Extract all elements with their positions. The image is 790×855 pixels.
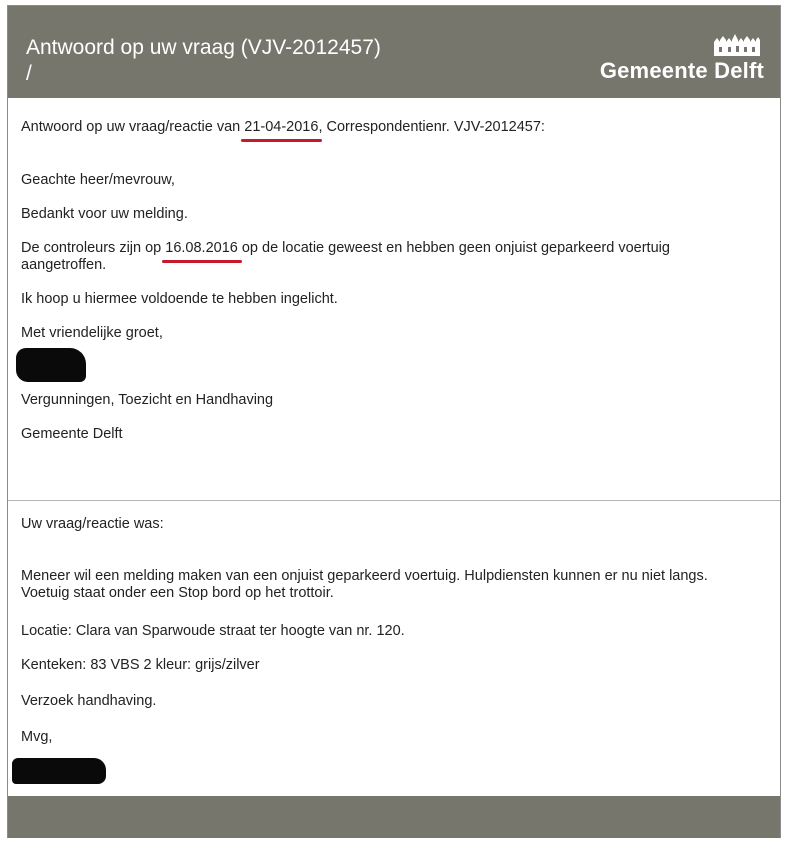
greeting: Geachte heer/mevrouw,: [21, 172, 175, 188]
plate-line: Kenteken: 83 VBS 2 kleur: grijs/zilver: [21, 657, 260, 673]
question-line-2: Voetuig staat onder een Stop bord op het trottoir.: [21, 585, 334, 601]
organisation-line: Gemeente Delft: [21, 426, 123, 442]
department-line: Vergunningen, Toezicht en Handhaving: [21, 392, 274, 408]
controllers-prefix: De controleurs zijn op: [21, 240, 166, 256]
question-line-1: Meneer wil een melding maken van een onjuist geparkeerd voertuig. Hulpdiensten kunnen er nu niet langs.: [21, 568, 708, 584]
controllers-suffix: op de locatie geweest en hebben geen onjuist geparkeerd voertuig: [237, 240, 670, 256]
email-title-continuation: /: [26, 62, 32, 85]
logo-text: Gemeente Delft: [599, 58, 764, 83]
email-title: Antwoord op uw vraag (VJV-2012457): [26, 36, 381, 59]
controllers-line: [21, 240, 670, 257]
email-message: [7, 5, 781, 838]
email-header: [8, 6, 780, 98]
gemeente-delft-logo: [599, 32, 764, 92]
redacted-name: [16, 348, 86, 382]
highlighted-date: 16.08.2016: [165, 240, 238, 256]
signoff-line: Mvg,: [21, 729, 53, 745]
highlighted-date: 21-04-2016: [244, 119, 319, 135]
hope-line: Ik hoop u hiermee voldoende te hebben ingelicht.: [21, 291, 338, 307]
request-line: Verzoek handhaving.: [21, 693, 157, 709]
answer-intro: [21, 119, 545, 136]
redacted-sender-name: [12, 758, 106, 784]
controllers-line-continued: aangetroffen.: [21, 257, 107, 273]
thanks-line: Bedankt voor uw melding.: [21, 206, 188, 222]
intro-prefix: Antwoord op uw vraag/reactie van: [21, 119, 245, 135]
email-footer: [8, 796, 780, 838]
intro-suffix: , Correspondentienr. VJV-2012457:: [318, 119, 545, 135]
section-divider: [8, 500, 780, 501]
question-heading: Uw vraag/reactie was:: [21, 516, 164, 532]
delft-skyline-icon: [714, 34, 760, 56]
closing-line: Met vriendelijke groet,: [21, 325, 163, 341]
location-line: Locatie: Clara van Sparwoude straat ter hoogte van nr. 120.: [21, 623, 405, 639]
